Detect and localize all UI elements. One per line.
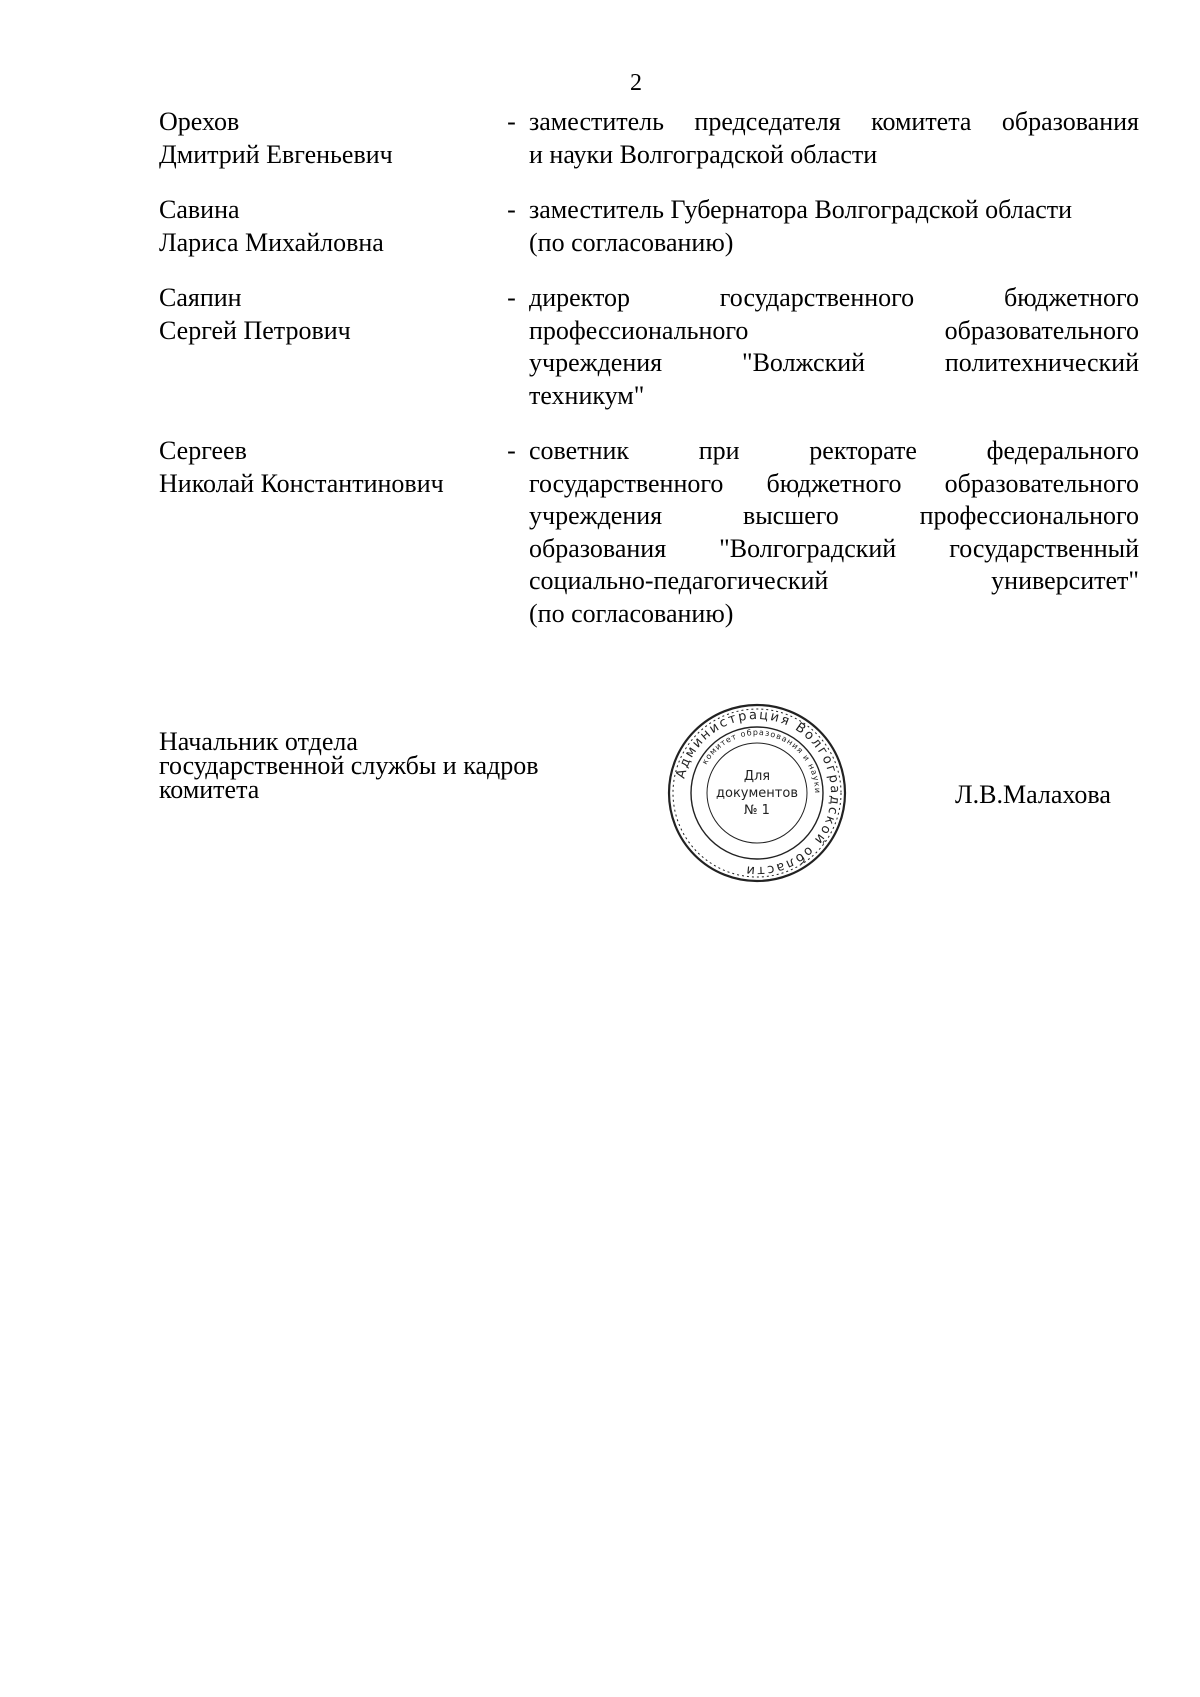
member-list bbox=[159, 106, 1139, 653]
member-role-line: государственного бюджетного образовательного bbox=[529, 468, 1139, 498]
member-entry bbox=[159, 435, 1139, 630]
member-given-names: Николай Константинович bbox=[159, 468, 444, 498]
member-role-line: (по согласованию) bbox=[529, 227, 734, 257]
member-name bbox=[159, 194, 494, 259]
member-role-line: профессионального образовательного bbox=[529, 315, 1139, 345]
signature-block bbox=[159, 727, 539, 804]
member-role-line: образования "Волгоградский государственный bbox=[529, 533, 1139, 563]
member-surname: Сергеев bbox=[159, 436, 247, 465]
signature-title-line: Начальник отдела bbox=[159, 727, 358, 756]
member-role-line: социально-педагогический университет" bbox=[529, 566, 1139, 595]
stamp-center-line: документов bbox=[716, 786, 798, 801]
member-entry bbox=[159, 106, 1139, 171]
stamp-center-line: № 1 bbox=[744, 803, 770, 818]
member-given-names: Лариса Михайловна bbox=[159, 227, 384, 257]
member-entry bbox=[159, 282, 1139, 412]
member-surname: Саяпин bbox=[159, 283, 242, 312]
signature-title-line: комитета bbox=[159, 775, 260, 804]
signature-title-line: государственной службы и кадров bbox=[159, 751, 539, 780]
member-role-line: учреждения "Волжский политехнический bbox=[529, 348, 1139, 377]
member-name bbox=[159, 106, 494, 171]
member-surname: Савина bbox=[159, 195, 240, 224]
member-role-line: учреждения высшего профессионального bbox=[529, 501, 1139, 530]
member-role bbox=[529, 194, 1139, 259]
member-entry bbox=[159, 194, 1139, 259]
stamp-center-line: Для bbox=[743, 769, 771, 784]
stamp-ring-text: Администрация Волгоградской области bbox=[673, 707, 843, 879]
member-role bbox=[529, 435, 1139, 630]
member-name bbox=[159, 435, 494, 630]
signer-name: Л.В.Малахова bbox=[955, 780, 1111, 809]
page-number: 2 bbox=[630, 70, 642, 96]
member-role-line: директор государственного бюджетного bbox=[529, 283, 1139, 312]
member-role-line: заместитель Губернатора Волгоградской области bbox=[529, 195, 1073, 224]
member-dash: - bbox=[507, 195, 516, 224]
member-dash: - bbox=[507, 436, 516, 465]
stamp-inner-ring-text: комитет образования и науки bbox=[700, 727, 823, 795]
member-dash: - bbox=[507, 107, 516, 136]
member-role bbox=[529, 106, 1139, 171]
member-surname: Орехов bbox=[159, 107, 240, 136]
member-role-line: техникум" bbox=[529, 380, 645, 410]
member-role-line: заместитель председателя комитета образования bbox=[529, 107, 1139, 136]
member-given-names: Сергей Петрович bbox=[159, 315, 351, 345]
stamp-seal-icon bbox=[664, 700, 850, 886]
member-role-line: и науки Волгоградской области bbox=[529, 139, 878, 169]
member-role-line: (по согласованию) bbox=[529, 598, 734, 628]
member-name bbox=[159, 282, 494, 412]
member-role bbox=[529, 282, 1139, 412]
member-given-names: Дмитрий Евгеньевич bbox=[159, 139, 393, 169]
official-stamp bbox=[664, 700, 850, 886]
member-role-line: советник при ректорате федерального bbox=[529, 436, 1139, 465]
member-dash: - bbox=[507, 283, 516, 312]
